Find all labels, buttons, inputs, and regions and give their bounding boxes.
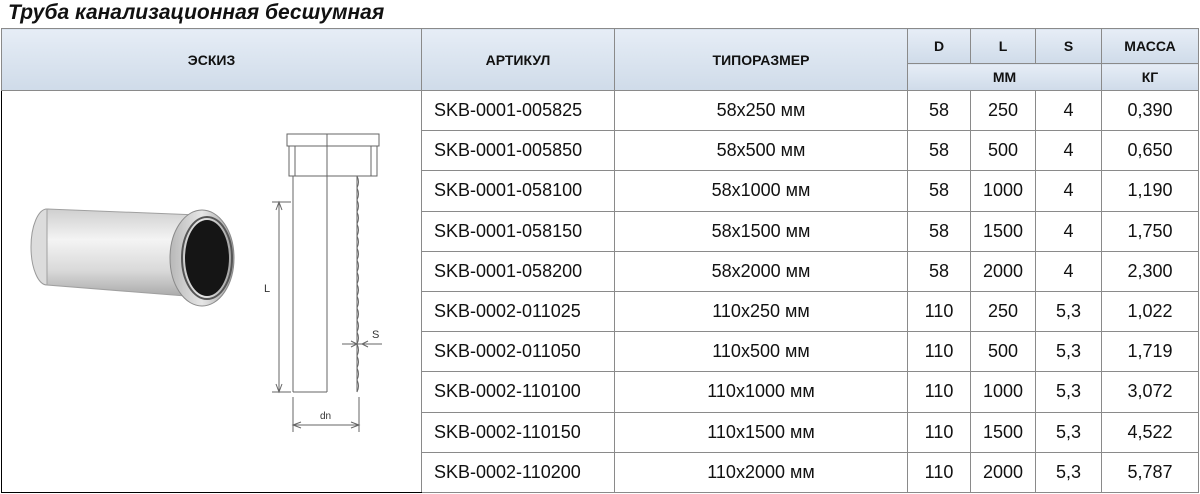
l-cell: 2000 <box>971 251 1036 291</box>
mass-cell: 2,300 <box>1102 251 1199 291</box>
size-cell: 110х1000 мм <box>615 372 908 412</box>
page-title: Труба канализационная бесшумная <box>8 1 385 24</box>
l-cell: 250 <box>971 291 1036 331</box>
spec-table <box>1 28 1199 493</box>
s-cell: 5,3 <box>1036 291 1102 331</box>
size-cell: 110х2000 мм <box>615 452 908 492</box>
s-cell: 4 <box>1036 91 1102 131</box>
l-cell: 1500 <box>971 211 1036 251</box>
d-cell: 110 <box>908 332 971 372</box>
d-cell: 110 <box>908 372 971 412</box>
d-cell: 58 <box>908 131 971 171</box>
size-cell: 110х1500 мм <box>615 412 908 452</box>
d-cell: 110 <box>908 291 971 331</box>
article-cell: SKB-0001-005825 <box>422 91 615 131</box>
s-cell: 5,3 <box>1036 412 1102 452</box>
drawing-label-l: L <box>264 282 271 295</box>
s-cell: 5,3 <box>1036 332 1102 372</box>
size-cell: 58х500 мм <box>615 131 908 171</box>
article-cell: SKB-0002-110200 <box>422 452 615 492</box>
mass-cell: 0,650 <box>1102 131 1199 171</box>
size-cell: 58х1000 мм <box>615 171 908 211</box>
d-cell: 58 <box>908 91 971 131</box>
pipe-illustration <box>31 209 234 306</box>
size-cell: 58х1500 мм <box>615 211 908 251</box>
l-cell: 1000 <box>971 372 1036 412</box>
d-cell: 58 <box>908 171 971 211</box>
header-unit-mm: ММ <box>908 64 1102 91</box>
mass-cell: 0,390 <box>1102 91 1199 131</box>
table-row <box>2 91 1199 131</box>
mass-cell: 1,719 <box>1102 332 1199 372</box>
mass-cell: 5,787 <box>1102 452 1199 492</box>
drawing-label-dn: dn <box>320 410 332 422</box>
size-cell: 110х250 мм <box>615 291 908 331</box>
header-article: АРТИКУЛ <box>422 29 615 91</box>
s-cell: 4 <box>1036 251 1102 291</box>
d-cell: 58 <box>908 211 971 251</box>
mass-cell: 4,522 <box>1102 412 1199 452</box>
d-cell: 110 <box>908 412 971 452</box>
header-unit-kg: КГ <box>1102 64 1199 91</box>
s-cell: 5,3 <box>1036 372 1102 412</box>
size-cell: 110х500 мм <box>615 332 908 372</box>
header-size: ТИПОРАЗМЕР <box>615 29 908 91</box>
pipe-sketch <box>2 92 420 492</box>
article-cell: SKB-0001-058150 <box>422 211 615 251</box>
header-s: S <box>1036 29 1102 64</box>
mass-cell: 1,022 <box>1102 291 1199 331</box>
sketch-cell <box>2 91 422 493</box>
s-cell: 5,3 <box>1036 452 1102 492</box>
drawing-label-s: S <box>372 328 380 341</box>
d-cell: 110 <box>908 452 971 492</box>
header-mass: МАССА <box>1102 29 1199 64</box>
article-cell: SKB-0001-058100 <box>422 171 615 211</box>
article-cell: SKB-0001-005850 <box>422 131 615 171</box>
mass-cell: 1,750 <box>1102 211 1199 251</box>
size-cell: 58х250 мм <box>615 91 908 131</box>
header-d: D <box>908 29 971 64</box>
l-cell: 500 <box>971 332 1036 372</box>
l-cell: 2000 <box>971 452 1036 492</box>
article-cell: SKB-0002-110100 <box>422 372 615 412</box>
article-cell: SKB-0002-011050 <box>422 332 615 372</box>
l-cell: 250 <box>971 91 1036 131</box>
mass-cell: 1,190 <box>1102 171 1199 211</box>
s-cell: 4 <box>1036 211 1102 251</box>
s-cell: 4 <box>1036 131 1102 171</box>
l-cell: 500 <box>971 131 1036 171</box>
article-cell: SKB-0001-058200 <box>422 251 615 291</box>
article-cell: SKB-0002-011025 <box>422 291 615 331</box>
header-l: L <box>971 29 1036 64</box>
header-sketch: ЭСКИЗ <box>2 29 422 91</box>
s-cell: 4 <box>1036 171 1102 211</box>
l-cell: 1000 <box>971 171 1036 211</box>
pipe-drawing <box>272 134 382 432</box>
mass-cell: 3,072 <box>1102 372 1199 412</box>
article-cell: SKB-0002-110150 <box>422 412 615 452</box>
l-cell: 1500 <box>971 412 1036 452</box>
size-cell: 58х2000 мм <box>615 251 908 291</box>
d-cell: 58 <box>908 251 971 291</box>
